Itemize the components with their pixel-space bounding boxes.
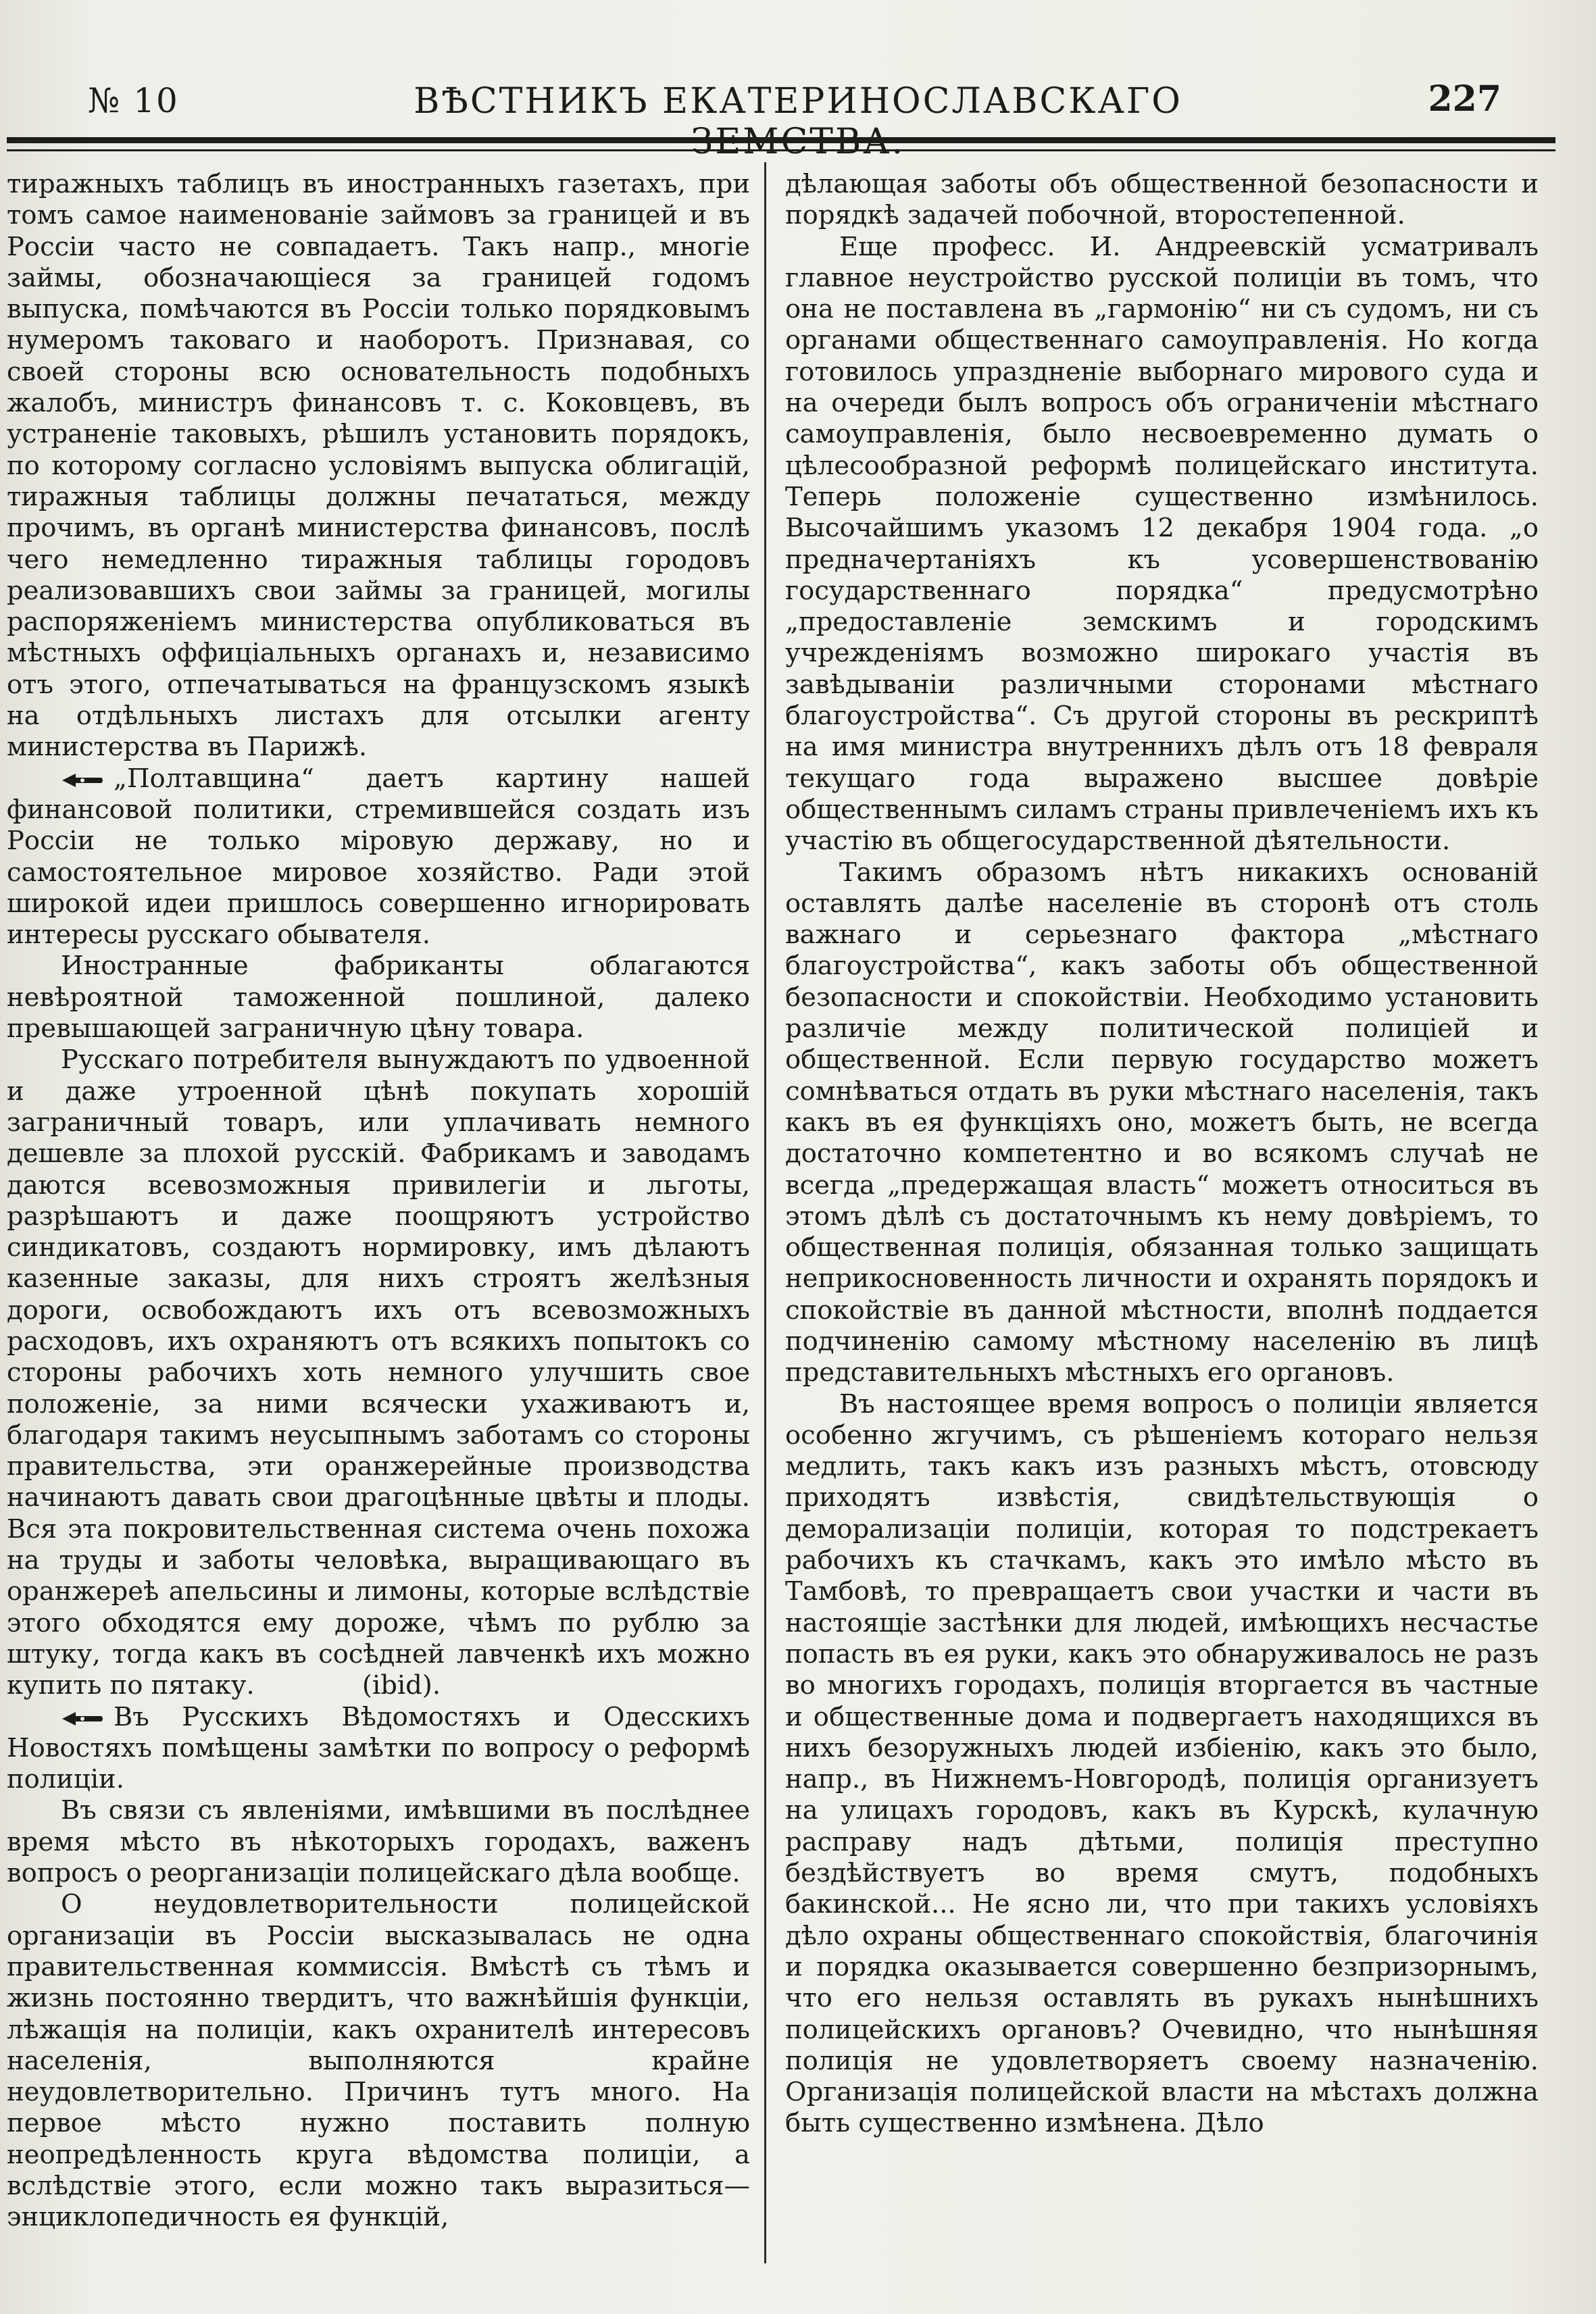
paragraph: Такимъ образомъ нѣтъ никакихъ основаній оставлять далѣе населеніе въ сторонѣ отъ столь важнаго и серьезнаго фактора „мѣстнаго благоустройства“, какъ заботы объ общественной безопасности и спокойствіи. Необходимо установить различіе между политической полиціей и общественной. Если первую государство можетъ сомнѣваться отдать въ руки мѣстнаго населенія, такъ какъ въ ея функціяхъ оно, можетъ быть, не всегда достаточно компетентно и во всякомъ случаѣ не всегда „предержащая власть“ можетъ относиться въ этомъ дѣлѣ съ достаточнымъ къ нему довѣріемъ, то общественная полиція, обязанная только защищать неприкосновенность личности и охранять порядокъ и спокойствіе въ данной мѣстности, вполнѣ поддается подчиненію самому мѣстному населенію въ лицѣ представительныхъ мѣстныхъ его органовъ. [785, 857, 1539, 1388]
header-rule-thick [7, 137, 1555, 143]
paragraph: О неудовлетворительности полицейской организаціи въ Россіи высказывалась не одна правительственная коммиссія. Вмѣстѣ съ тѣмъ и жизнь постоянно твердитъ, что важнѣйшія функціи, лѣжащія на полиціи, какъ охранителѣ интересовъ населенія, выполняются крайне неудовлетворительно. Причинъ тутъ много. На первое мѣсто нужно поставить полную неопредѣленность круга вѣдомства полиціи, а вслѣдствіе этого, если можно такъ выразиться—энциклопедичность ея функцій, [7, 1889, 750, 2233]
issue-number: № 10 [88, 81, 179, 120]
column-divider [764, 162, 766, 2263]
source-citation: (ibid). [361, 1670, 441, 1701]
page-header [81, 68, 1515, 135]
paragraph [7, 1702, 750, 1796]
right-column [785, 169, 1539, 2284]
paragraph [7, 763, 750, 951]
paragraph [7, 1045, 750, 1701]
paragraph: Иностранные фабриканты облагаются невѣроятной таможенной пошлиной, далеко превышающей заграничную цѣну товара. [7, 951, 750, 1045]
page-number: 227 [1428, 78, 1501, 120]
paragraph-text: Русскаго потребителя вынуждаютъ по удвоенной и даже утроенной цѣнѣ покупать хорошій заграничный товаръ, или уплачивать немного дешевле за плохой русскій. Фабрикамъ и заводамъ даются всевозможныя привилегіи и льготы, разрѣшаютъ и даже поощряютъ устройство синдикатовъ, создаютъ нормировку, имъ дѣлаютъ казенные заказы, для нихъ строятъ желѣзныя дороги, освобождаютъ ихъ отъ всевозможныхъ расходовъ, ихъ охраняютъ отъ всякихъ попытокъ со стороны рабочихъ хоть немного улучшить свое положеніе, за ними всячески ухаживаютъ и, благодаря такимъ неусыпнымъ заботамъ со стороны правительства, эти оранжерейные производства начинаютъ давать свои драгоцѣнные цвѣты и плоды. Вся эта покровительственная система очень похожа на труды и заботы человѣка, выращивающаго въ оранжереѣ апельсины и лимоны, которые вслѣдствіе этого обходятся ему дороже, чѣмъ по рублю за штуку, тогда какъ въ сосѣдней лавченкѣ ихъ можно купить по пятаку. [7, 1045, 750, 1701]
header-rule-thin [7, 149, 1555, 151]
paragraph: тиражныхъ таблицъ въ иностранныхъ газетахъ, при томъ самое наименованіе займовъ за границей и въ Россіи часто не совпадаетъ. Такъ напр., многіе займы, обозначающіеся за границей годомъ выпуска, помѣчаются въ Россіи только порядковымъ нумеромъ таковаго и наоборотъ. Признавая, со своей стороны всю основательность подобныхъ жалобъ, министръ финансовъ т. с. Коковцевъ, въ устраненіе таковыхъ, рѣшилъ установить порядокъ, по которому согласно условіямъ выпуска облигацій, тиражныя таблицы должны печататься, между прочимъ, въ органѣ министерства финансовъ, послѣ чего немедленно тиражныя таблицы городовъ реализовавшихъ свои займы за границей, могилы распоряженіемъ министерства опубликоваться въ мѣстныхъ оффиціальныхъ органахъ и, независимо отъ этого, отпечатываться на французскомъ языкѣ на отдѣльныхъ листахъ для отсылки агенту министерства въ Парижѣ. [7, 169, 750, 763]
paragraph-text: „Полтавщина“ даетъ картину нашей финансовой политики, стремившейся создать изъ Россіи не только міровую державу, но и самостоятельное мировое хозяйство. Ради этой широкой идеи пришлось совершенно игнорировать интересы русскаго обывателя. [7, 763, 750, 951]
paragraph: дѣлающая заботы объ общественной безопасности и порядкѣ задачей побочной, второстепенной. [785, 169, 1539, 231]
paragraph: Въ настоящее время вопросъ о полиціи является особенно жгучимъ, съ рѣшеніемъ котораго нельзя медлить, такъ какъ изъ разныхъ мѣстъ, отовсюду приходятъ извѣстія, свидѣтельствующія о деморализаціи полиціи, которая то подстрекаетъ рабочихъ къ стачкамъ, какъ это имѣло мѣсто въ Тамбовѣ, то превращаетъ свои участки и части въ настоящіе застѣнки для людей, имѣющихъ несчастье попасть въ ея руки, какъ это обнаруживалось не разъ во многихъ городахъ, полиція вторгается въ частные и общественные дома и подвергаетъ находящихся въ нихъ безоружныхъ людей избіенію, какъ это было, напр., въ Нижнемъ-Новгородѣ, полиція организуетъ на улицахъ городовъ, какъ въ Курскѣ, кулачную расправу надъ дѣтьми, полиція преступно бездѣйствуетъ во время смутъ, подобныхъ бакинской... Не ясно ли, что при такихъ условіяхъ дѣло охраны общественнаго спокойствія, благочинія и порядка оказывается совершенно безпризорнымъ, что его нельзя оставлять въ рукахъ нынѣшнихъ полицейскихъ органовъ? Очевидно, что нынѣшняя полиція не удовлетворяетъ своему назначенію. Организація полицейской власти на мѣстахъ должна быть существенно измѣнена. Дѣло [785, 1388, 1539, 2139]
left-column [7, 169, 750, 2284]
paragraph: Еще професс. И. Андреевскій усматривалъ главное неустройство русской полиціи въ томъ, что она не поставлена въ „гармонію“ ни съ судомъ, ни съ органами общественнаго самоуправленія. Но когда готовилось упраздненіе выборнаго мирового суда и на очереди былъ вопросъ объ ограниченіи мѣстнаго самоуправленія, было несвоевременно думать о цѣлесообразной реформѣ полицейскаго института. Теперь положеніе существенно измѣнилось. Высочайшимъ указомъ 12 декабря 1904 года. „о предначертаніяхъ къ усовершенствованію государственнаго порядка“ предусмотрѣно „предоставленіе земскимъ и городскимъ учрежденіямъ возможно широкаго участія въ завѣдываніи различными сторонами мѣстнаго благоустройства“. Съ другой стороны въ рескриптѣ на имя министра внутреннихъ дѣлъ отъ 18 февраля текущаго года выражено высшее довѣріе общественнымъ силамъ страны привлеченіемъ ихъ къ участію въ общегосударственной дѣятельности. [785, 231, 1539, 857]
journal-title: ВѢСТНИКЪ ЕКАТЕРИНОСЛАВСКАГО [414, 81, 1182, 122]
paragraph: Въ связи съ явленіями, имѣвшими въ послѣднее время мѣсто въ нѣкоторыхъ городахъ, важенъ вопросъ о реорганизаціи полицейскаго дѣла вообще. [7, 1795, 750, 1889]
hand-pointer-ornament-icon [61, 1710, 105, 1728]
hand-pointer-ornament-icon [61, 772, 105, 789]
paragraph-text: Въ Русскихъ Вѣдомостяхъ и Одесскихъ Новостяхъ помѣщены замѣтки по вопросу о реформѣ полиціи. [7, 1701, 750, 1795]
